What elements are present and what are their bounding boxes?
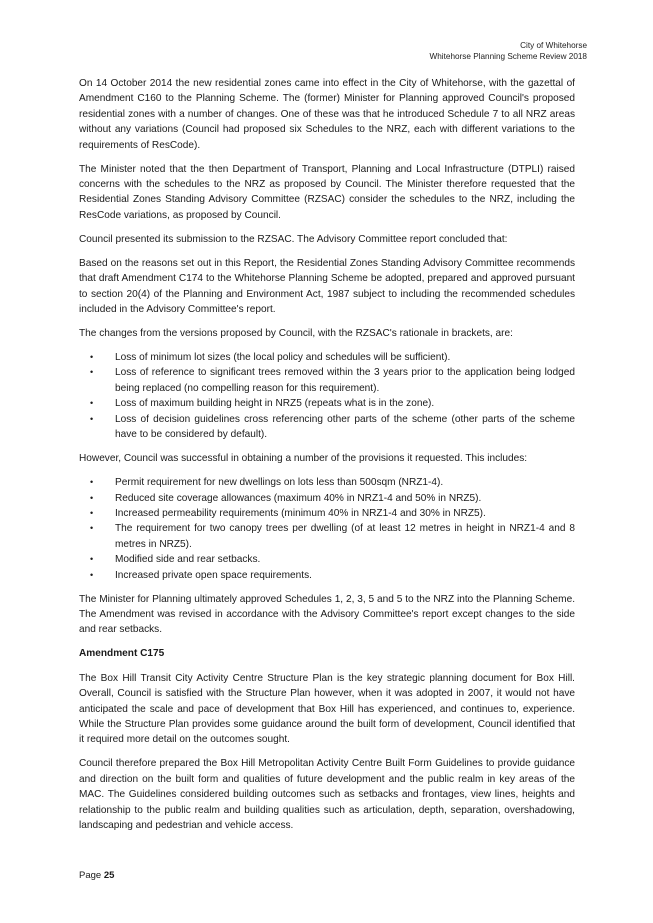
bullet-icon: •: [90, 507, 94, 518]
bullet-icon: •: [90, 569, 94, 580]
changes-list: [79, 350, 575, 442]
paragraph-provisions-intro: However, Council was successful in obtaining a number of the provisions it requested. This includes:: [79, 453, 528, 465]
list-item: [79, 491, 575, 506]
bullet-icon: •: [90, 523, 94, 534]
provisions-list: [79, 475, 575, 583]
bullet-icon: •: [90, 554, 94, 565]
bullet-icon: •: [90, 492, 94, 503]
list-item: [79, 365, 575, 396]
list-item-text: Loss of maximum building height in NRZ5 (repeats what is in the zone).: [115, 398, 435, 410]
list-item-text: Loss of decision guidelines cross referencing other parts of the scheme (other parts of the scheme have to be considered by default).: [115, 413, 575, 441]
list-item: [79, 506, 575, 521]
paragraph-rzsac-quote: Based on the reasons set out in this Report, the Residential Zones Standing Advisory Committee recommends that draft Amendment C174 to the Whitehorse Planning Scheme be adopted, prepared and approved pursuant to section 20(4) of the Planning and Environment Act, 1987 subject to including the recommended schedules included in the Advisory Committee's report.: [79, 257, 575, 316]
page-number: 25: [103, 870, 115, 881]
list-item: [79, 552, 575, 567]
paragraph-rzsac-submission: Council presented its submission to the RZSAC. The Advisory Committee report concluded that:: [79, 233, 508, 245]
paragraph-built-form-guidelines: Council therefore prepared the Box Hill Metropolitan Activity Centre Built Form Guidelines to provide guidance and direction on the built form and qualities of future development and the public realm in key areas of the MAC. The Guidelines considered building outcomes such as setbacks and frontages, view lines, heights and relationship to the public realm and building qualities such as articulation, depth, separation, overshadowing, landscaping and pedestrian and vehicle access.: [79, 758, 575, 831]
page-header: [430, 40, 587, 62]
list-item: [79, 521, 575, 552]
list-item-text: Reduced site coverage allowances (maximum 40% in NRZ1-4 and 50% in NRZ5).: [115, 492, 482, 504]
header-document-title: Whitehorse Planning Scheme Review 2018: [429, 52, 587, 61]
page-label: Page: [79, 870, 102, 881]
list-item-text: Increased permeability requirements (minimum 40% in NRZ1-4 and 30% in NRZ5).: [115, 507, 486, 519]
bullet-icon: •: [90, 352, 94, 363]
list-item-text: The requirement for two canopy trees per dwelling (of at least 12 metres in height in NRZ1-4 and 8 metres in NRZ5).: [115, 523, 575, 550]
bullet-icon: •: [90, 367, 94, 378]
list-item: [79, 568, 575, 583]
bullet-icon: •: [90, 477, 94, 488]
page-body: [79, 76, 575, 842]
list-item: [79, 412, 575, 443]
list-item: [79, 475, 575, 490]
list-item-text: Permit requirement for new dwellings on lots less than 500sqm (NRZ1-4).: [115, 477, 444, 489]
paragraph-minister-approval: The Minister for Planning ultimately approved Schedules 1, 2, 3, 5 and 5 to the NRZ into the Planning Scheme. The Amendment was revised in accordance with the Advisory Committee's report except changes to the side and rear setbacks.: [79, 593, 575, 636]
header-organization: City of Whitehorse: [520, 41, 587, 50]
page-footer: [79, 870, 114, 881]
list-item: [79, 396, 575, 411]
list-item-text: Loss of minimum lot sizes (the local policy and schedules will be sufficient).: [115, 352, 451, 364]
paragraph-c160-intro: On 14 October 2014 the new residential zones came into effect in the City of Whitehorse, with the gazettal of Amendment C160 to the Planning Scheme. The (former) Minister for Planning approved Council's proposed residential zones with a number of changes. One of these was that he introduced Schedule 7 to all NRZ areas without any variations (Council had proposed six Schedules to the NRZ, each with different variations to the requirements of ResCode).: [79, 78, 575, 151]
paragraph-minister-concerns: The Minister noted that the then Department of Transport, Planning and Local Infrastructure (DTPLI) raised concerns with the schedules to the NRZ as proposed by Council. The Minister therefore requested that the Residential Zones Standing Advisory Committee (RZSAC) consider the schedules to the NRZ, including the ResCode variations, as proposed by Council.: [79, 163, 575, 221]
list-item-text: Modified side and rear setbacks.: [115, 554, 261, 566]
list-item-text: Increased private open space requirements.: [115, 569, 312, 581]
paragraph-box-hill-structure-plan: The Box Hill Transit City Activity Centre Structure Plan is the key strategic planning document for Box Hill. Overall, Council is satisfied with the Structure Plan however, when it was adopted in 2007, it would not have anticipated the scale and pace of development that Box Hill has experienced, and continues to, experience. While the Structure Plan provides some guidance around the built form of development, Council identified that it required more detail on the outcomes sought.: [79, 672, 575, 746]
section-heading-amendment-c175: Amendment C175: [79, 648, 165, 660]
list-item: [79, 350, 575, 365]
paragraph-changes-intro: The changes from the versions proposed by Council, with the RZSAC's rationale in brackets, are:: [79, 328, 513, 340]
bullet-icon: •: [90, 413, 94, 424]
bullet-icon: •: [90, 398, 94, 409]
list-item-text: Loss of reference to significant trees removed within the 3 years prior to the application being lodged being replaced (no compelling reason for this requirement).: [115, 367, 575, 394]
